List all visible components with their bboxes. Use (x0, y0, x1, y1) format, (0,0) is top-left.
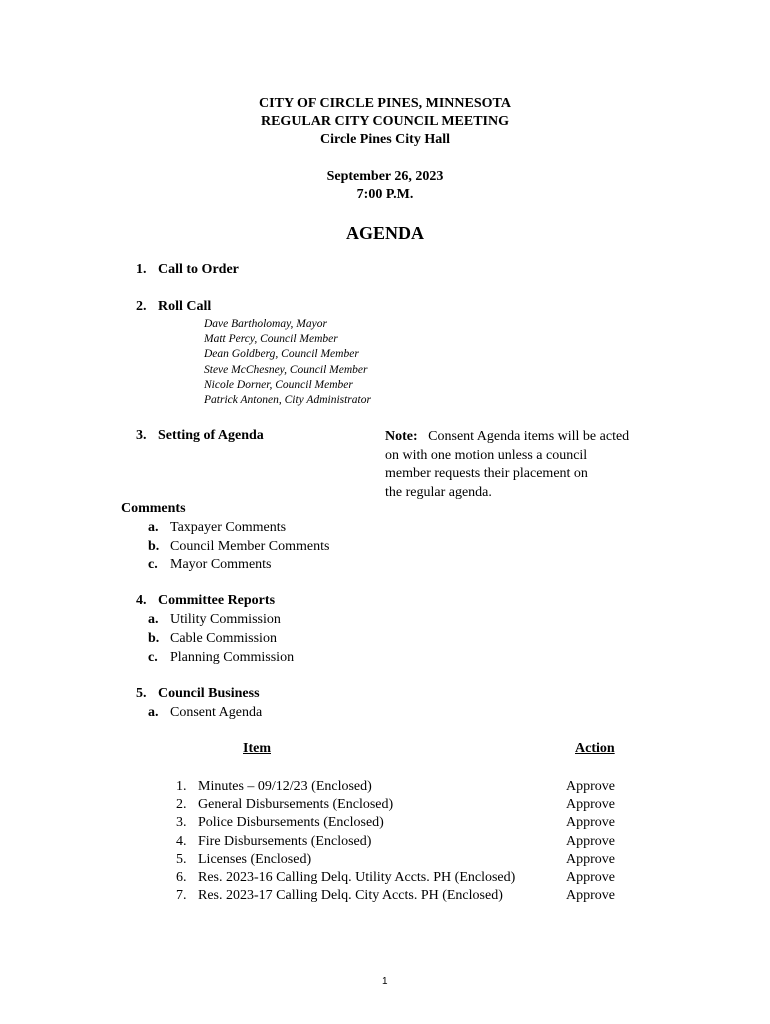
consent-agenda-subitem: a. Consent Agenda (148, 705, 263, 720)
page-number: 1 (382, 976, 388, 987)
section-label: Call to Order (158, 262, 239, 277)
section-number: 5. (136, 686, 147, 701)
roll-member: Dean Goldberg, Council Member (204, 348, 359, 361)
comments-list (148, 519, 329, 575)
header-location: Circle Pines City Hall (320, 132, 450, 147)
comments-heading: Comments (121, 501, 186, 516)
section-number: 1. (136, 262, 147, 277)
list-item: b. Council Member Comments (148, 538, 330, 554)
section-call-to-order (136, 262, 239, 278)
header-time: 7:00 P.M. (356, 187, 414, 202)
roll-member: Nicole Dorner, Council Member (204, 378, 353, 391)
header-city: CITY OF CIRCLE PINES, MINNESOTA (259, 96, 511, 111)
table-header-action: Action (575, 741, 615, 756)
list-item: a. Taxpayer Comments (148, 520, 287, 535)
consent-note (385, 428, 629, 502)
action-cell: Approve (566, 815, 615, 831)
action-cell: Approve (566, 888, 615, 904)
action-cell: Approve (566, 851, 615, 867)
list-item: a. Utility Commission (148, 612, 281, 627)
table-row: 4. Fire Disbursements (Enclosed) (176, 833, 372, 849)
consent-items (176, 778, 515, 905)
action-cell: Approve (566, 779, 615, 794)
list-item: c. Mayor Comments (148, 557, 272, 572)
table-row: 2. General Disbursements (Enclosed) (176, 797, 394, 813)
note-text: member requests their placement on (385, 466, 588, 481)
roll-member: Steve McChesney, Council Member (204, 363, 368, 376)
header-meeting: REGULAR CITY COUNCIL MEETING (260, 114, 509, 129)
action-cell: Approve (566, 833, 615, 849)
agenda-title: AGENDA (345, 223, 424, 243)
list-item: b. Cable Commission (148, 630, 277, 646)
section-label: Council Business (158, 686, 260, 701)
table-row: 5. Licenses (Enclosed) (176, 851, 312, 867)
roll-member: Matt Percy, Council Member (204, 333, 338, 346)
roll-member: Patrick Antonen, City Administrator (204, 394, 371, 407)
section-number: 4. (136, 593, 147, 608)
section-label: Setting of Agenda (158, 428, 264, 443)
consent-actions (566, 778, 615, 905)
table-row: 1. Minutes – 09/12/23 (Enclosed) (176, 779, 372, 794)
section-label: Roll Call (158, 299, 212, 314)
note-text: Consent Agenda items will be acted (428, 429, 630, 444)
header-date: September 26, 2023 (326, 169, 444, 184)
table-row: 7. Res. 2023-17 Calling Delq. City Accts. PH (Enclosed) (176, 888, 503, 904)
note-text: the regular agenda. (385, 484, 492, 500)
roll-member: Dave Bartholomay, Mayor (204, 318, 327, 330)
section-setting-of-agenda (136, 428, 264, 444)
section-committee-reports (136, 593, 275, 609)
action-cell: Approve (566, 797, 615, 813)
section-number: 3. (136, 428, 147, 443)
list-item: c. Planning Commission (148, 649, 295, 665)
section-label: Committee Reports (158, 593, 276, 608)
table-row: 6. Res. 2023-16 Calling Delq. Utility Accts. PH (Enclosed) (176, 870, 516, 886)
committee-list (148, 611, 294, 668)
roll-call-list (204, 317, 371, 408)
note-label: Note: (385, 429, 418, 444)
section-council-business (136, 686, 260, 702)
note-text: on with one motion unless a council (385, 447, 588, 463)
section-roll-call (136, 299, 211, 315)
section-number: 2. (136, 299, 147, 314)
table-header-item: Item (243, 741, 271, 756)
action-cell: Approve (566, 870, 615, 886)
table-row: 3. Police Disbursements (Enclosed) (176, 815, 384, 831)
